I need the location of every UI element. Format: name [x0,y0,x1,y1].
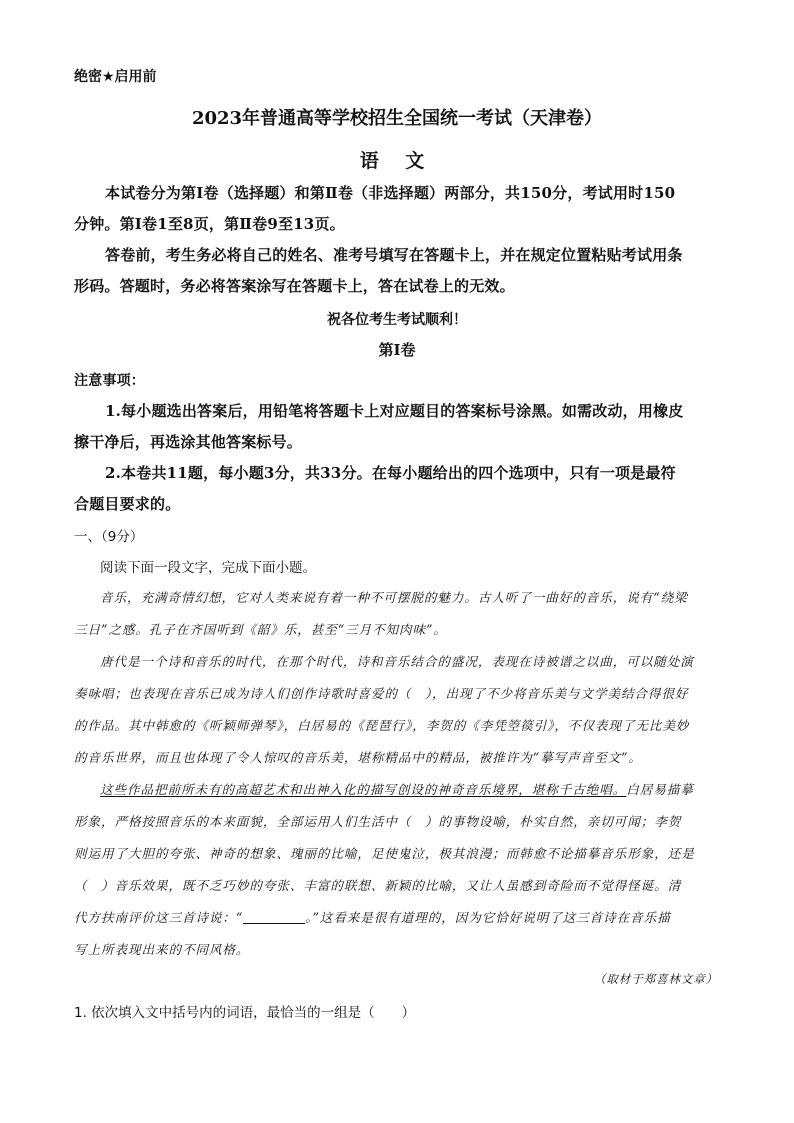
passage-p3-line-6: 写上所表现出来的不同风格。 [74,942,250,957]
note-2-line-2: 合题目要求的。 [74,495,181,513]
note-1-line-1: 1.每小题选出答案后，用铅笔将答题卡上对应题目的答案标号涂黑。如需改动，用橡皮 [105,402,684,420]
passage-p3-line-1 [100,779,694,798]
passage-p2-line-2: 奏咏唱；也表现在音乐已成为诗人们创作诗歌时喜爱的（ ），出现了不少将音乐美与文学美结合得很好 [74,686,689,701]
passage-p3-line-1-rest: 白居易描摹 [626,782,694,797]
good-luck-wish: 祝各位考生考试顺利！ [327,312,467,328]
before-exam-line-1: 答卷前，考生务必将自己的姓名、准考号填写在答题卡上，并在规定位置粘贴考试用条 [105,246,683,264]
before-exam-line-2: 形码。答题时，务必将答案涂写在答题卡上，答在试卷上的无效。 [74,277,515,295]
passage-p2-line-1: 唐代是一个诗和音乐的时代，在那个时代，诗和音乐结合的盛况，表现在诗被谱之以曲，可以随处演 [100,654,694,669]
notes-heading: 注意事项： [74,373,145,389]
exam-title: 2023年普通高等学校招生全国统一考试（天津卷） [191,108,603,129]
intro-line-1: 本试卷分为第Ⅰ卷（选择题）和第Ⅱ卷（非选择题）两部分，共150分，考试用时150 [105,184,676,202]
passage-p2-line-4: 的音乐世界，而且也体现了令人惊叹的音乐美，堪称精品中的精品，被推许为“摹写声音至文”。 [74,750,642,765]
reading-prompt: 阅读下面一段文字，完成下面小题。 [100,560,316,576]
passage-p1-line-2: 三日”之感。孔子在齐国听到《韶》乐，甚至“三月不知肉味”。 [74,622,447,637]
passage-p1-line-1: 音乐，充满奇情幻想，它对人类来说有着一种不可摆脱的魅力。古人听了一曲好的音乐，说有“绕梁 [100,590,688,605]
confidential-label: 绝密★启用前 [74,69,157,85]
passage-p2-line-3: 的作品。其中韩愈的《听颖师弹琴》，白居易的《琵琶行》，李贺的《李凭箜篌引》，不仅表现了无比美妙 [74,718,690,733]
underlined-sentence: 这些作品把前所未有的高超艺术和出神入化的描写创设的神奇音乐境界，堪称千古绝唱。 [100,782,627,797]
passage-p3-line-3: 则运用了大胆的夸张、神奇的想象、瑰丽的比喻，足使鬼泣，极其浪漫；而韩愈不论描摹音乐形象，还是 [74,846,695,861]
fill-in-blank [243,911,305,924]
passage-p3-line-4: （ ）音乐效果，既不乏巧妙的夸张、丰富的联想、新颖的比喻，又让人虽感到奇险而不觉得怪诞。清 [74,878,682,893]
volume-title: 第Ⅰ卷 [378,341,416,359]
passage-p3-line-5-a: 代方扶南评价这三首诗说：“ [74,910,244,925]
note-1-line-2: 擦干净后，再选涂其他答案标号。 [74,433,303,451]
question-1: 1. 依次填入文中括号内的词语，最恰当的一组是（ ） [74,1005,416,1021]
passage-p3-line-5-b: 。”这看来是很有道理的，因为它恰好说明了这三首诗在音乐描 [305,910,671,925]
intro-line-2: 分钟。第Ⅰ卷1至8页，第Ⅱ卷9至13页。 [74,215,345,233]
part-one-heading: 一、（9分） [74,529,144,545]
passage-p3-line-2: 形象，严格按照音乐的本来面貌，全部运用人们生活中（ ）的事物设喻，朴实自然，亲切可闻；李贺 [74,814,682,829]
passage-p3-line-5 [74,907,671,926]
note-2-line-1: 2.本卷共11题，每小题3分，共33分。在每小题给出的四个选项中，只有一项是最符 [105,464,676,482]
subject-title: 语 文 [359,150,435,172]
passage-source: （取材于郑喜林文章） [594,972,718,986]
